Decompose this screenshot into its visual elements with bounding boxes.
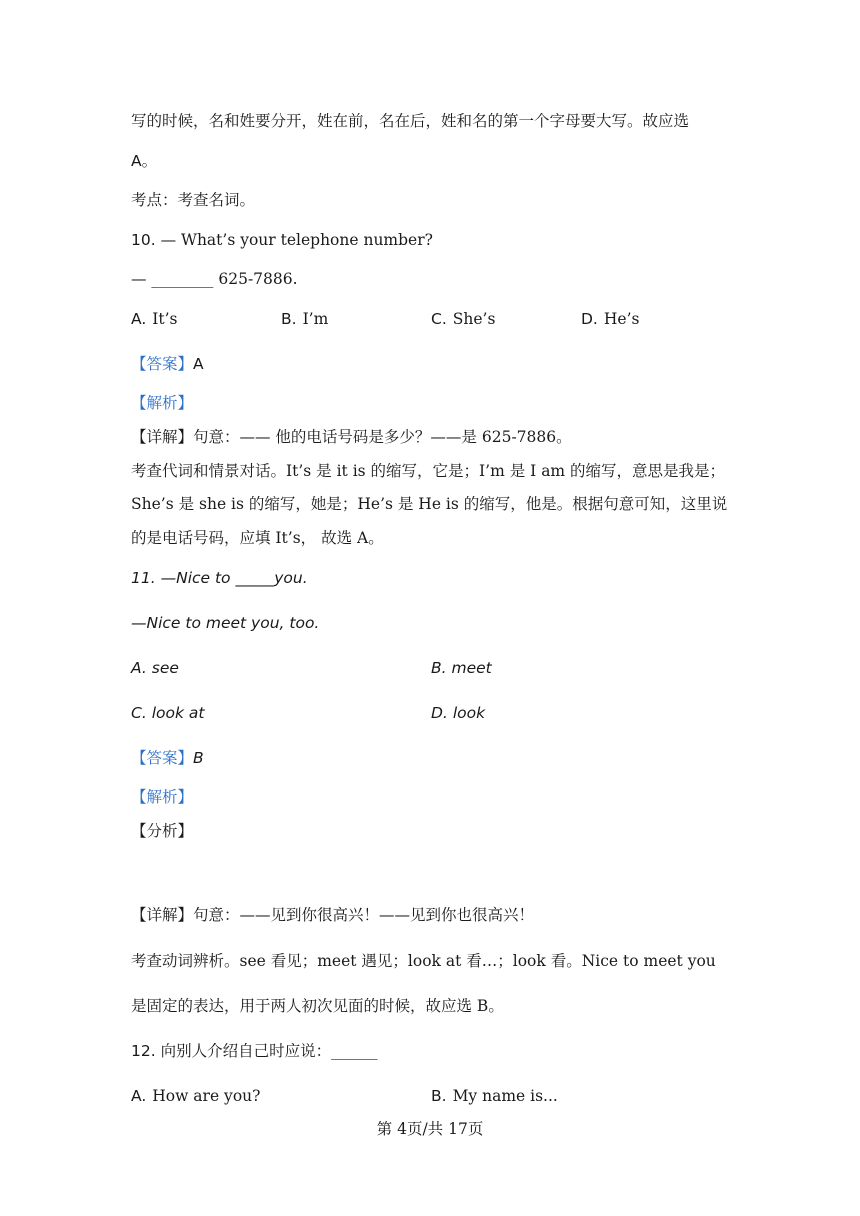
- option-text: How are you?: [152, 1087, 261, 1105]
- q10-jiexi-label: 【解析】: [131, 394, 194, 412]
- q11-stem-line: [131, 567, 308, 589]
- q10-option-d: [581, 308, 639, 330]
- q10-detail-line4: 的是电话号码，应填 It’s， 故选 A。: [131, 529, 384, 547]
- option-key: B.: [431, 1087, 447, 1105]
- answer-value: B: [193, 749, 204, 767]
- answer-label: 【答案】: [131, 355, 194, 373]
- option-text: He’s: [603, 310, 640, 328]
- option-key: A.: [131, 659, 147, 677]
- q12-option-b: [431, 1085, 558, 1107]
- q9-kaodian: 考点：考查名词。: [131, 191, 256, 209]
- q12-option-a: [131, 1085, 260, 1107]
- q9-explanation-line2: A。: [131, 152, 158, 170]
- q11-detail-line3: 是固定的表达，用于两人初次见面的时候，故应选 B。: [131, 997, 504, 1015]
- option-key: C.: [431, 310, 447, 328]
- q11-number: 11.: [131, 569, 156, 587]
- q9-explanation-line1: 写的时候，名和姓要分开，姓在前，名在后，姓和名的第一个字母要大写。故应选: [131, 112, 690, 130]
- q11-jiexi-label: 【解析】: [131, 788, 194, 806]
- option-key: A.: [131, 310, 147, 328]
- q11-stem: —Nice to _____you.: [160, 569, 308, 587]
- q10-detail-line2: 考查代词和情景对话。It’s 是 it is 的缩写，它是；I’m 是 I am 的缩写，意思是我是；: [131, 462, 726, 480]
- answer-value: A: [193, 355, 204, 373]
- option-text: My name is...: [452, 1087, 558, 1105]
- option-key: B.: [281, 310, 297, 328]
- option-text: look at: [151, 704, 205, 722]
- option-text: I’m: [302, 310, 329, 328]
- q10-option-c: [431, 308, 495, 330]
- q10-stem: — What’s your telephone number?: [160, 231, 433, 249]
- option-key: A.: [131, 1087, 147, 1105]
- q12-stem-line: [131, 1040, 378, 1062]
- option-text: see: [151, 659, 179, 677]
- option-key: D.: [431, 704, 448, 722]
- option-key: C.: [131, 704, 147, 722]
- q10-stem-line: [131, 229, 433, 251]
- option-key: B.: [431, 659, 447, 677]
- q11-option-a: [131, 657, 179, 679]
- answer-label: 【答案】: [131, 749, 194, 767]
- q11-option-c: [131, 702, 204, 724]
- option-text: She’s: [452, 310, 496, 328]
- option-text: meet: [451, 659, 492, 677]
- q12-stem: 向别人介绍自己时应说：______: [160, 1042, 378, 1060]
- option-key: D.: [581, 310, 598, 328]
- q11-fenxi-label: 【分析】: [131, 822, 194, 840]
- q11-reply: —Nice to meet you, too.: [131, 614, 320, 632]
- option-text: look: [452, 704, 486, 722]
- option-text: It’s: [152, 310, 178, 328]
- q10-detail-line3: She’s 是 she is 的缩写，她是；He’s 是 He is 的缩写，他是。根据句意可知，这里说: [131, 495, 728, 513]
- q10-blank-line: — ________ 625-7886.: [131, 270, 298, 288]
- q11-answer: [131, 747, 204, 769]
- q10-number: 10.: [131, 231, 156, 249]
- q12-number: 12.: [131, 1042, 156, 1060]
- q10-detail-line1: 【详解】句意：—— 他的电话号码是多少？——是 625-7886。: [131, 428, 572, 446]
- q10-option-b: [281, 308, 328, 330]
- q11-detail-line2: 考查动词辨析。see 看见；meet 遇见；look at 看…；look 看。Nice to meet you: [131, 952, 716, 970]
- q10-answer: [131, 353, 204, 375]
- q10-option-a: [131, 308, 178, 330]
- page-footer: 第 4页/共 17页: [376, 1120, 484, 1138]
- q11-option-d: [431, 702, 485, 724]
- q11-option-b: [431, 657, 492, 679]
- q11-detail-line1: 【详解】句意：——见到你很高兴！——见到你也很高兴！: [131, 906, 535, 924]
